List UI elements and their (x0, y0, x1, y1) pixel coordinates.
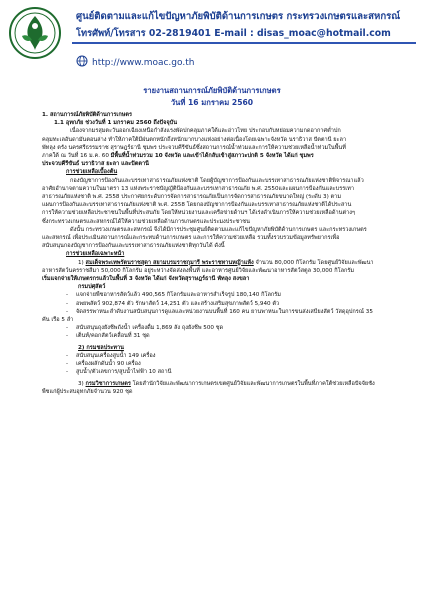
paragraph-line: คัน เรือ 5 ลำ (42, 317, 74, 324)
report-body (42, 111, 402, 396)
paragraph-line: และสหกรณ์ เพื่อประเมินสถานการณ์และกระทบด้านการเกษตร และการให้ความช่วยเหลือ รวมทั้งรวบรวมข้อมูลทรัพยากรเพื่อ (42, 235, 340, 242)
paragraph-line: คลุมทะเลอันดามันตอนล่าง ทำให้ภาคใต้มีฝนตกหนักถึงหนักมากบางแห่งอย่างต่อเนื่องโดยเฉพาะจังหวัด นราธิวาส ปัตตานี ยะลา (42, 136, 347, 143)
paragraph-text: ภาคใต้ ณ วันที่ 16 ม.ค. 60 (42, 153, 111, 160)
list-item: - สนับสนุนเครื่องสูบน้ำ 149 เครื่อง (66, 352, 156, 359)
ministry-seal-icon (8, 6, 62, 60)
paragraph-line: ดังนั้น กระทรวงเกษตรและสหกรณ์ จึงได้มีการประชุมศูนย์ติดตามและแก้ไขปัญหาภัยพิบัติด้านการเกษตร และกระทรวงเกษตร (70, 226, 367, 233)
list-item (42, 259, 402, 267)
item-text: จำนวน 80,000 กิโลกรัม โดยศูนย์วิจัยและพัฒนา (253, 259, 374, 266)
paragraph-line: สนับสนุนกองบัญชาการป้องกันและบรรเทาสาธารณภัยแห่งชาติทุกวันได้ ดังนี้ (42, 243, 225, 250)
organization-name: ศูนย์ติดตามและแก้ไขปัญหาภัยพิบัติด้านการเกษตร กระทรวงเกษตรและสหกรณ์ (76, 11, 401, 22)
item-bold-text: สมเด็จพระเทพรัตนราชสุดา สยามบรมราชกุมารี พระราชทานหญ้าแห้ง (85, 259, 254, 266)
paragraph-line: ประจวบคีรีขันธ์ นราธิวาส ยะลา และปัตตานี (42, 161, 149, 168)
section-heading: 1. สถานการณ์ภัยพิบัติด้านการเกษตร (42, 112, 133, 118)
list-item: - เต็นท์/คอกสัตว์เคลื่อนที่ 31 ชุด (66, 333, 150, 340)
website-link[interactable]: http://www.moac.go.th (92, 58, 195, 68)
item-text: โดยสำนักวิจัยและพัฒนาการเกษตรเขตศูนย์วิจัยและพัฒนาการเกษตรในพื้นที่ภาคใต้ช่วยเหลือปัจจัยชัง (130, 380, 375, 387)
list-item: - จัดสรรพาหนะลำดับงานสนับสนุนการดูแลและหน่วยงานบนพื้นที่ 160 คน ยานพาหนะในการขนส่งเสบียงสัตว์ วัสดุอุปกรณ์ 35 (66, 308, 373, 315)
list-item: - เครื่องผลักดันน้ำ 90 เครื่อง (66, 361, 141, 368)
list-item: - สูบน้ำ/ตัวเลขการ/สูบน้ำไฟฟ้า 10 สถานี (66, 369, 172, 376)
paragraph-line: แผนการป้องกันและบรรเทาสาธารณภัยแห่งชาติ พ.ศ. 2558 โดยกองบัญชาการป้องกันและบรรเทาสาธารณภัยแห่งชาติได้ประสาน (42, 202, 352, 209)
letterhead-divider (72, 42, 416, 44)
section-subheading: การช่วยเหลือเฉพาะหน้า (66, 251, 125, 258)
report-date: วันที่ 16 มกราคม 2560 (170, 98, 254, 107)
paragraph-line: สาธารณภัยแห่งชาติ พ.ศ. 2558 ประกาศยกระดับการจัดการสาธารณภัยเป็นการจัดการสาธารณภัยขนาดใหญ่ (ระดับ 3) ตาม (42, 194, 342, 201)
paragraph-line: ซึ่งกระทรวงเกษตรและสหกรณ์ได้ให้ความช่วยเหลือด้านการเกษตรและประมงประชาชน (42, 218, 250, 225)
dash-marker: - (66, 292, 69, 299)
list-item: - แจกจ่ายพืชอาหารสัตว์แล้ว 490,565 กิโลกรัมและอาหารสำเร็จรูป 180,140 กิโลกรัม (66, 292, 281, 299)
dash-marker: - (66, 369, 69, 376)
list-item (42, 380, 402, 388)
dash-marker: - (66, 333, 69, 340)
subsection-heading: 1.1 อุทกภัย ช่วงวันที่ 1 มกราคม 2560 ถึงปัจจุบัน (54, 120, 178, 127)
item-number: 1) (78, 259, 86, 266)
website-line (76, 55, 194, 68)
paragraph-line: พืชแก่ผู้ประสบอุทกภัยจำนวน 920 ชุด (42, 388, 133, 395)
item-bold-text: กรมวิชาการเกษตร (85, 380, 131, 387)
dash-marker: - (66, 300, 69, 307)
section-subheading: การช่วยเหลือเบื้องต้น (66, 169, 118, 176)
paragraph-line: อาหารสัตว์นครราชสีมา 50,000 กิโลกรัม อยู่ระหว่างจัดส่งลงพื้นที่ และอาหารศูนย์วิจัยและพัฒนาอาหารสัตว์สตูล 30,000 กิโลกรัม (42, 267, 355, 274)
list-item: - สนับสนุนถุงยังชีพถังน้ำ เครื่องดื่ม 1,869 ลัง ถุงยังชีพ 500 ชุด (66, 325, 224, 332)
department-heading: 2) กรมชลประทาน (78, 344, 124, 351)
paragraph-line: อาศัยอำนาจตามความในมาตรา 13 แห่งพระราชบัญญัติป้องกันและบรรเทาสาธารณภัย พ.ศ. 2550และแผนการป้องกันและบรรเทา (42, 185, 354, 192)
paragraph-line: เนื่องจากมรสุมตะวันออกเฉียงเหนือกำลังแรงพัดปกคลุมภาคใต้และอ่าวไทย ประกอบกับหย่อมความกดอากาศต่ำปก (70, 128, 341, 135)
report-title: รายงานสถานการณ์ภัยพิบัติด้านการเกษตร (143, 86, 281, 95)
contact-line: โทรศัพท์/โทรสาร 02-2819401 E-mail : disas_moac@hotmail.com (76, 28, 391, 39)
dash-marker: - (66, 352, 69, 359)
department-heading: กรมปศุสัตว์ (78, 284, 106, 291)
paragraph-line: พัทลุง ตรัง นครศรีธรรมราช สุราษฎร์ธานี ชุมพร ประจวบคีรีขันธ์ซึ่งสถานการณ์น้ำท่วมและการให้ความช่วยเหลือน้ำท่วมในพื้นที่ (42, 144, 346, 151)
globe-icon (76, 55, 88, 67)
paragraph-line: เริ่มแจกจ่ายให้เกษตรกรแล้วในพื้นที่ 3 จังหวัด ได้แก่ จังหวัดสุราษฎร์ธานี พัทลุง สงขลา (42, 276, 250, 283)
dash-marker: - (66, 361, 69, 368)
dash-marker: - (66, 325, 69, 332)
paragraph-bold-text: มีพื้นที่น้ำท่วมรวม 10 จังหวัด และเข้าได้กลับเข้าสู่สภาวะปกติ 5 จังหวัด ได้แก่ ชุมพร (110, 153, 314, 160)
paragraph-line: การให้ความช่วยเหลือประชาชนในพื้นที่ประสบภัย โดยให้หน่วยงานและเครือข่ายด้านฯ ได้เร่งดำเนินการให้ความช่วยเหลือด้านต่างๆ (42, 210, 355, 217)
letterhead (0, 0, 424, 74)
list-item: - อพยพสัตว์ 902,874 ตัว รักษาสัตว์ 14,251 ตัว และสร้างเสริมสุขภาพสัตว์ 5,940 ตัว (66, 300, 280, 307)
paragraph-line: กองบัญชาการป้องกันและบรรเทาสาธารณภัยแห่งชาติ โดยผู้บัญชาการป้องกันและบรรเทาสาธารณภัยแห่งชาติพิจารณาแล้ว (70, 177, 364, 184)
item-number: 3) (78, 380, 86, 387)
paragraph-line (42, 152, 402, 160)
dash-marker: - (66, 308, 69, 315)
